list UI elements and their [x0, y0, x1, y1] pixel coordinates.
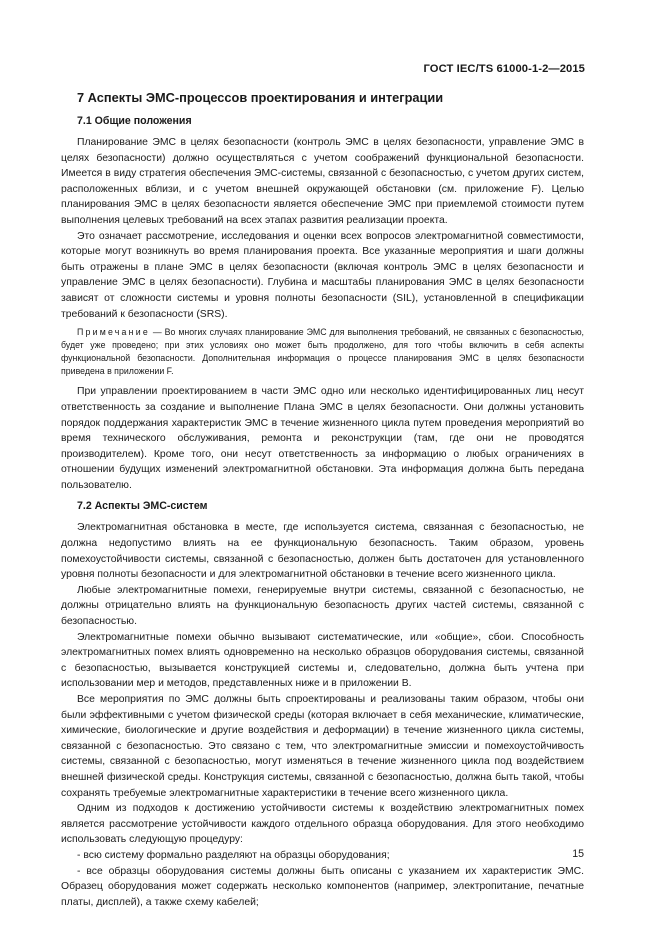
paragraph: Любые электромагнитные помехи, генерируемые внутри системы, связанной с безопасностью, не должны отрицательно влиять на функциональную безопасность других частей системы, связанной с безопасностью. — [61, 584, 584, 628]
paragraph: Планирование ЭМС в целях безопасности (контроль ЭМС в целях безопасности, управление ЭМС в целях безопасности) должно осуществляться с учетом соображений функциональной безопасности. Имеется в виду стратегия обеспечения ЭМС-системы, связанной с безопасностью, с учетом других систем, расположенных вблизи, и с учетом внешней окружающей обстановки (см. приложение F). Целью планирования ЭМС в целях безопасности является обеспечение ЭМС при приемлемой стоимости путем выполнения целевых требований на всех этапах развития реализации проекта. — [61, 137, 584, 226]
paragraph: Все мероприятия по ЭМС должны быть спроектированы и реализованы таким образом, чтобы они были эффективными с учетом физической среды (которая включает в себя механические, климатические, химические, биологические и другие воздействия и деформации) в течение жизненного цикла системы, связанной с безопасностью. Это связано с тем, что электромагнитные эмиссии и помехоустойчивость системы, связанной с безопасностью, могут изменяться в течение жизненного цикла под воздействием внешней физической среды. Конструкция системы, связанной с безопасностью, должна быть такой, чтобы сохранять требуемые электромагнитные характеристики в течение всего жизненного цикла. — [61, 694, 584, 799]
note-label: Примечание — [77, 327, 150, 338]
note-text: — Во многих случаях планирование ЭМС для выполнения требований, не связанных с безопасностью, будет уже проведено; при этих условиях оно может быть продолжено, для того чтобы включить в себя аспекты функциональной безопасности. Дополнительная информация о процессе планирования ЭМС в целях безопасности приведена в приложении F. — [61, 327, 584, 376]
document-code-header: ГОСТ IEC/TS 61000-1-2—2015 — [423, 63, 585, 75]
page-body — [61, 90, 584, 910]
subsection-7-1-title: 7.1 Общие положения — [77, 115, 192, 127]
paragraph: Электромагнитные помехи обычно вызывают систематические, или «общие», сбои. Способность электромагнитных помех влиять одновременно на несколько образцов оборудования системы, связанной с безопасностью, вызывается конструкцией системы и, следовательно, должна быть учтена при использовании мер и методов, представленных ниже и в приложении B. — [61, 631, 584, 690]
subsection-7-2-title: 7.2 Аспекты ЭМС-систем — [77, 500, 208, 513]
paragraph: Одним из подходов к достижению устойчивости системы к воздействию электромагнитных помех является рассмотрение устойчивости каждого отдельного образца оборудования. Для этого необходимо использовать следующую процедуру: — [61, 803, 584, 846]
paragraph: Электромагнитная обстановка в месте, где используется система, связанная с безопасностью, не должна недопустимо влиять на ее функциональную безопасность. Таким образом, уровень помехоустойчивости системы, связанной с безопасностью, должен быть достаточен для установленного уровня полноты безопасности и для электромагнитной обстановки в течение всего жизненного цикла. — [61, 522, 584, 581]
page-number: 15 — [572, 848, 584, 860]
list-item: - всю систему формально разделяют на образцы оборудования; — [77, 849, 390, 861]
paragraph: Это означает рассмотрение, исследования и оценки всех вопросов электромагнитной совместимости, которые могут возникнуть во время планирования проекта. Все указанные мероприятия и шаги должны быть отражены в плане ЭМС в целях безопасности (включая контроль ЭМС в целях безопасности и управление ЭМС в целях безопасности). Глубина и масштабы планирования ЭМС в целях безопасности зависят от сложности системы и уровня полноты безопасности (SIL), установленной в спецификации требований к безопасности (SRS). — [61, 230, 584, 320]
list-item: - все образцы оборудования системы должны быть описаны с указанием их характеристик ЭМС. Образец оборудования может содержать несколько компонентов (например, электропитание, печатные платы, дисплей), а также схему кабелей; — [61, 865, 584, 908]
section-7-title: 7 Аспекты ЭМС-процессов проектирования и интеграции — [77, 90, 444, 105]
paragraph: При управлении проектированием в части ЭМС одно или несколько идентифицированных лиц несут ответственность за создание и выполнение Плана ЭМС в целях безопасности. Они должны установить порядок поддержания характеристик ЭМС в течение жизненного цикла путем проведения мероприятий во время технического обслуживания, ремонта и реконструкции (там, где они не проводятся производителем). Кроме того, они несут ответственность за информацию о любых ограничениях в отношении будущих изменений электромагнитной обстановки. Эта информация должна быть передана пользователю. — [61, 386, 584, 491]
note — [61, 326, 584, 377]
